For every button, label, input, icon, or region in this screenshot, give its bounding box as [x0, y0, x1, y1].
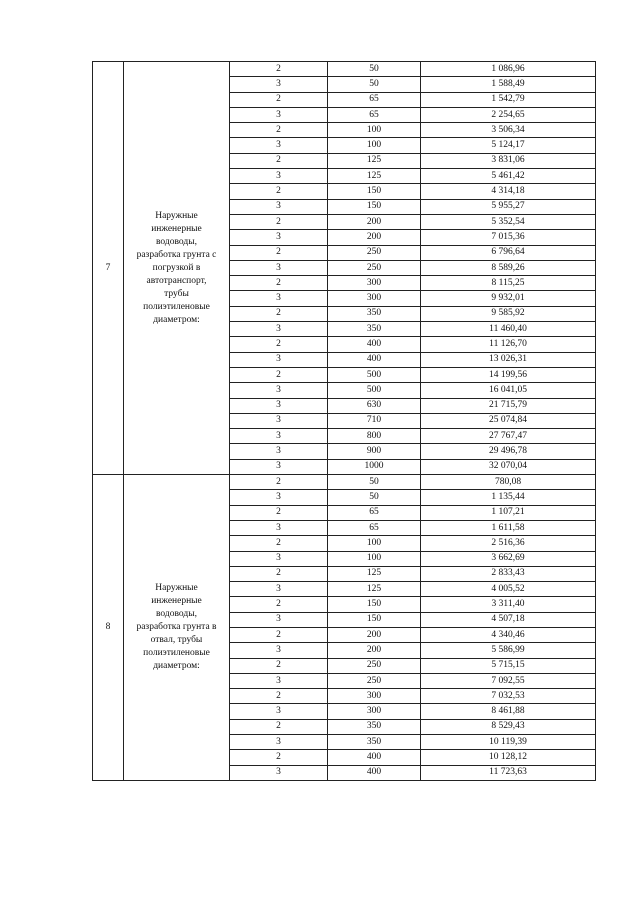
cell-category: 2 [230, 505, 328, 520]
cell-category: 2 [230, 214, 328, 229]
cell-price: 4 340,46 [421, 627, 596, 642]
cell-price: 5 461,42 [421, 169, 596, 184]
cell-category: 3 [230, 322, 328, 337]
cell-price: 11 126,70 [421, 337, 596, 352]
cell-price: 7 015,36 [421, 230, 596, 245]
cell-category: 3 [230, 77, 328, 92]
cell-price: 9 585,92 [421, 306, 596, 321]
cell-price: 13 026,31 [421, 352, 596, 367]
cell-category: 3 [230, 444, 328, 459]
cell-diameter: 50 [328, 62, 421, 77]
cell-diameter: 630 [328, 398, 421, 413]
description-line: диаметром: [153, 314, 200, 325]
cell-category: 3 [230, 291, 328, 306]
cell-diameter: 250 [328, 260, 421, 275]
cell-price: 6 796,64 [421, 245, 596, 260]
cell-diameter: 150 [328, 199, 421, 214]
cell-category: 2 [230, 123, 328, 138]
cell-price: 1 588,49 [421, 77, 596, 92]
cell-price: 21 715,79 [421, 398, 596, 413]
cell-diameter: 350 [328, 719, 421, 734]
cell-category: 3 [230, 673, 328, 688]
cell-diameter: 350 [328, 306, 421, 321]
cell-diameter: 350 [328, 322, 421, 337]
cell-category: 2 [230, 658, 328, 673]
cell-diameter: 50 [328, 475, 421, 490]
cell-price: 3 662,69 [421, 551, 596, 566]
cell-diameter: 150 [328, 597, 421, 612]
description-line: полиэтиленовые [143, 301, 210, 312]
cell-price: 10 128,12 [421, 750, 596, 765]
cell-price: 2 254,65 [421, 107, 596, 122]
cell-category: 3 [230, 398, 328, 413]
cell-price: 1 611,58 [421, 520, 596, 535]
cell-diameter: 65 [328, 107, 421, 122]
cell-category: 2 [230, 566, 328, 581]
cell-category: 3 [230, 551, 328, 566]
cell-diameter: 710 [328, 413, 421, 428]
cell-diameter: 500 [328, 367, 421, 382]
cell-category: 2 [230, 92, 328, 107]
cell-category: 3 [230, 704, 328, 719]
description-line: диаметром: [153, 660, 200, 671]
cell-diameter: 500 [328, 383, 421, 398]
price-table [92, 61, 596, 781]
cell-category: 3 [230, 459, 328, 474]
cell-price: 780,08 [421, 475, 596, 490]
cell-category: 2 [230, 153, 328, 168]
cell-category: 3 [230, 612, 328, 627]
description-line: разработка грунта с [136, 249, 217, 260]
description-line: отвал, трубы [150, 634, 203, 645]
cell-diameter: 200 [328, 230, 421, 245]
cell-diameter: 65 [328, 505, 421, 520]
cell-diameter: 65 [328, 92, 421, 107]
cell-category: 2 [230, 245, 328, 260]
cell-price: 3 311,40 [421, 597, 596, 612]
cell-category: 2 [230, 750, 328, 765]
cell-price: 32 070,04 [421, 459, 596, 474]
cell-category: 2 [230, 367, 328, 382]
cell-category: 3 [230, 765, 328, 780]
table-row [93, 475, 596, 490]
cell-category: 3 [230, 429, 328, 444]
section-number: 8 [93, 475, 124, 781]
cell-category: 2 [230, 627, 328, 642]
description-line: разработка грунта в [136, 621, 217, 632]
description-line: автотранспорт, [146, 275, 207, 286]
cell-diameter: 300 [328, 704, 421, 719]
cell-price: 3 506,34 [421, 123, 596, 138]
cell-category: 3 [230, 199, 328, 214]
cell-category: 3 [230, 230, 328, 245]
cell-diameter: 400 [328, 750, 421, 765]
cell-price: 10 119,39 [421, 735, 596, 750]
cell-diameter: 250 [328, 245, 421, 260]
section-description [124, 475, 230, 781]
description-line: инженерные [151, 223, 202, 234]
cell-category: 3 [230, 643, 328, 658]
cell-diameter: 125 [328, 153, 421, 168]
cell-price: 5 955,27 [421, 199, 596, 214]
cell-diameter: 100 [328, 123, 421, 138]
cell-price: 8 589,26 [421, 260, 596, 275]
cell-category: 3 [230, 169, 328, 184]
cell-category: 3 [230, 520, 328, 535]
cell-category: 2 [230, 689, 328, 704]
cell-price: 14 199,56 [421, 367, 596, 382]
description-line: Наружные [155, 582, 198, 593]
section-number: 7 [93, 62, 124, 475]
cell-diameter: 125 [328, 582, 421, 597]
cell-category: 3 [230, 413, 328, 428]
cell-category: 3 [230, 383, 328, 398]
cell-diameter: 100 [328, 536, 421, 551]
cell-price: 5 124,17 [421, 138, 596, 153]
cell-price: 11 723,63 [421, 765, 596, 780]
cell-diameter: 400 [328, 765, 421, 780]
cell-diameter: 900 [328, 444, 421, 459]
cell-diameter: 125 [328, 169, 421, 184]
cell-category: 2 [230, 306, 328, 321]
cell-category: 2 [230, 536, 328, 551]
description-line: водоводы, [156, 608, 197, 619]
cell-price: 5 586,99 [421, 643, 596, 658]
cell-diameter: 50 [328, 77, 421, 92]
description-line: трубы [164, 288, 189, 299]
cell-price: 3 831,06 [421, 153, 596, 168]
cell-category: 2 [230, 597, 328, 612]
cell-price: 4 005,52 [421, 582, 596, 597]
cell-diameter: 300 [328, 276, 421, 291]
cell-diameter: 350 [328, 735, 421, 750]
cell-price: 16 041,05 [421, 383, 596, 398]
price-table-body [93, 62, 596, 781]
cell-diameter: 300 [328, 291, 421, 306]
cell-diameter: 125 [328, 566, 421, 581]
cell-price: 8 115,25 [421, 276, 596, 291]
cell-price: 4 507,18 [421, 612, 596, 627]
cell-price: 1 086,96 [421, 62, 596, 77]
cell-category: 3 [230, 138, 328, 153]
description-line: инженерные [151, 595, 202, 606]
cell-category: 3 [230, 735, 328, 750]
cell-diameter: 800 [328, 429, 421, 444]
cell-price: 1 542,79 [421, 92, 596, 107]
description-line: полиэтиленовые [143, 647, 210, 658]
cell-diameter: 50 [328, 490, 421, 505]
cell-diameter: 150 [328, 612, 421, 627]
cell-price: 25 074,84 [421, 413, 596, 428]
cell-price: 7 092,55 [421, 673, 596, 688]
cell-diameter: 100 [328, 138, 421, 153]
cell-diameter: 400 [328, 337, 421, 352]
cell-price: 7 032,53 [421, 689, 596, 704]
cell-price: 1 107,21 [421, 505, 596, 520]
description-line: водоводы, [156, 236, 197, 247]
cell-price: 1 135,44 [421, 490, 596, 505]
cell-diameter: 300 [328, 689, 421, 704]
description-line: Наружные [155, 210, 198, 221]
cell-category: 2 [230, 276, 328, 291]
cell-category: 3 [230, 490, 328, 505]
cell-price: 8 461,88 [421, 704, 596, 719]
cell-price: 9 932,01 [421, 291, 596, 306]
cell-category: 3 [230, 582, 328, 597]
cell-price: 8 529,43 [421, 719, 596, 734]
cell-price: 2 516,36 [421, 536, 596, 551]
cell-category: 2 [230, 719, 328, 734]
cell-diameter: 1000 [328, 459, 421, 474]
cell-price: 27 767,47 [421, 429, 596, 444]
cell-diameter: 150 [328, 184, 421, 199]
cell-price: 5 352,54 [421, 214, 596, 229]
cell-price: 2 833,43 [421, 566, 596, 581]
cell-diameter: 100 [328, 551, 421, 566]
cell-diameter: 200 [328, 214, 421, 229]
cell-diameter: 200 [328, 643, 421, 658]
cell-price: 29 496,78 [421, 444, 596, 459]
cell-category: 3 [230, 260, 328, 275]
cell-price: 11 460,40 [421, 322, 596, 337]
section-description [124, 62, 230, 475]
table-row [93, 62, 596, 77]
cell-diameter: 250 [328, 658, 421, 673]
cell-diameter: 250 [328, 673, 421, 688]
cell-category: 2 [230, 337, 328, 352]
description-line: погрузкой в [152, 262, 201, 273]
cell-category: 2 [230, 62, 328, 77]
cell-price: 4 314,18 [421, 184, 596, 199]
cell-category: 2 [230, 184, 328, 199]
cell-category: 2 [230, 475, 328, 490]
cell-category: 3 [230, 352, 328, 367]
cell-diameter: 200 [328, 627, 421, 642]
cell-price: 5 715,15 [421, 658, 596, 673]
cell-diameter: 400 [328, 352, 421, 367]
cell-diameter: 65 [328, 520, 421, 535]
cell-category: 3 [230, 107, 328, 122]
